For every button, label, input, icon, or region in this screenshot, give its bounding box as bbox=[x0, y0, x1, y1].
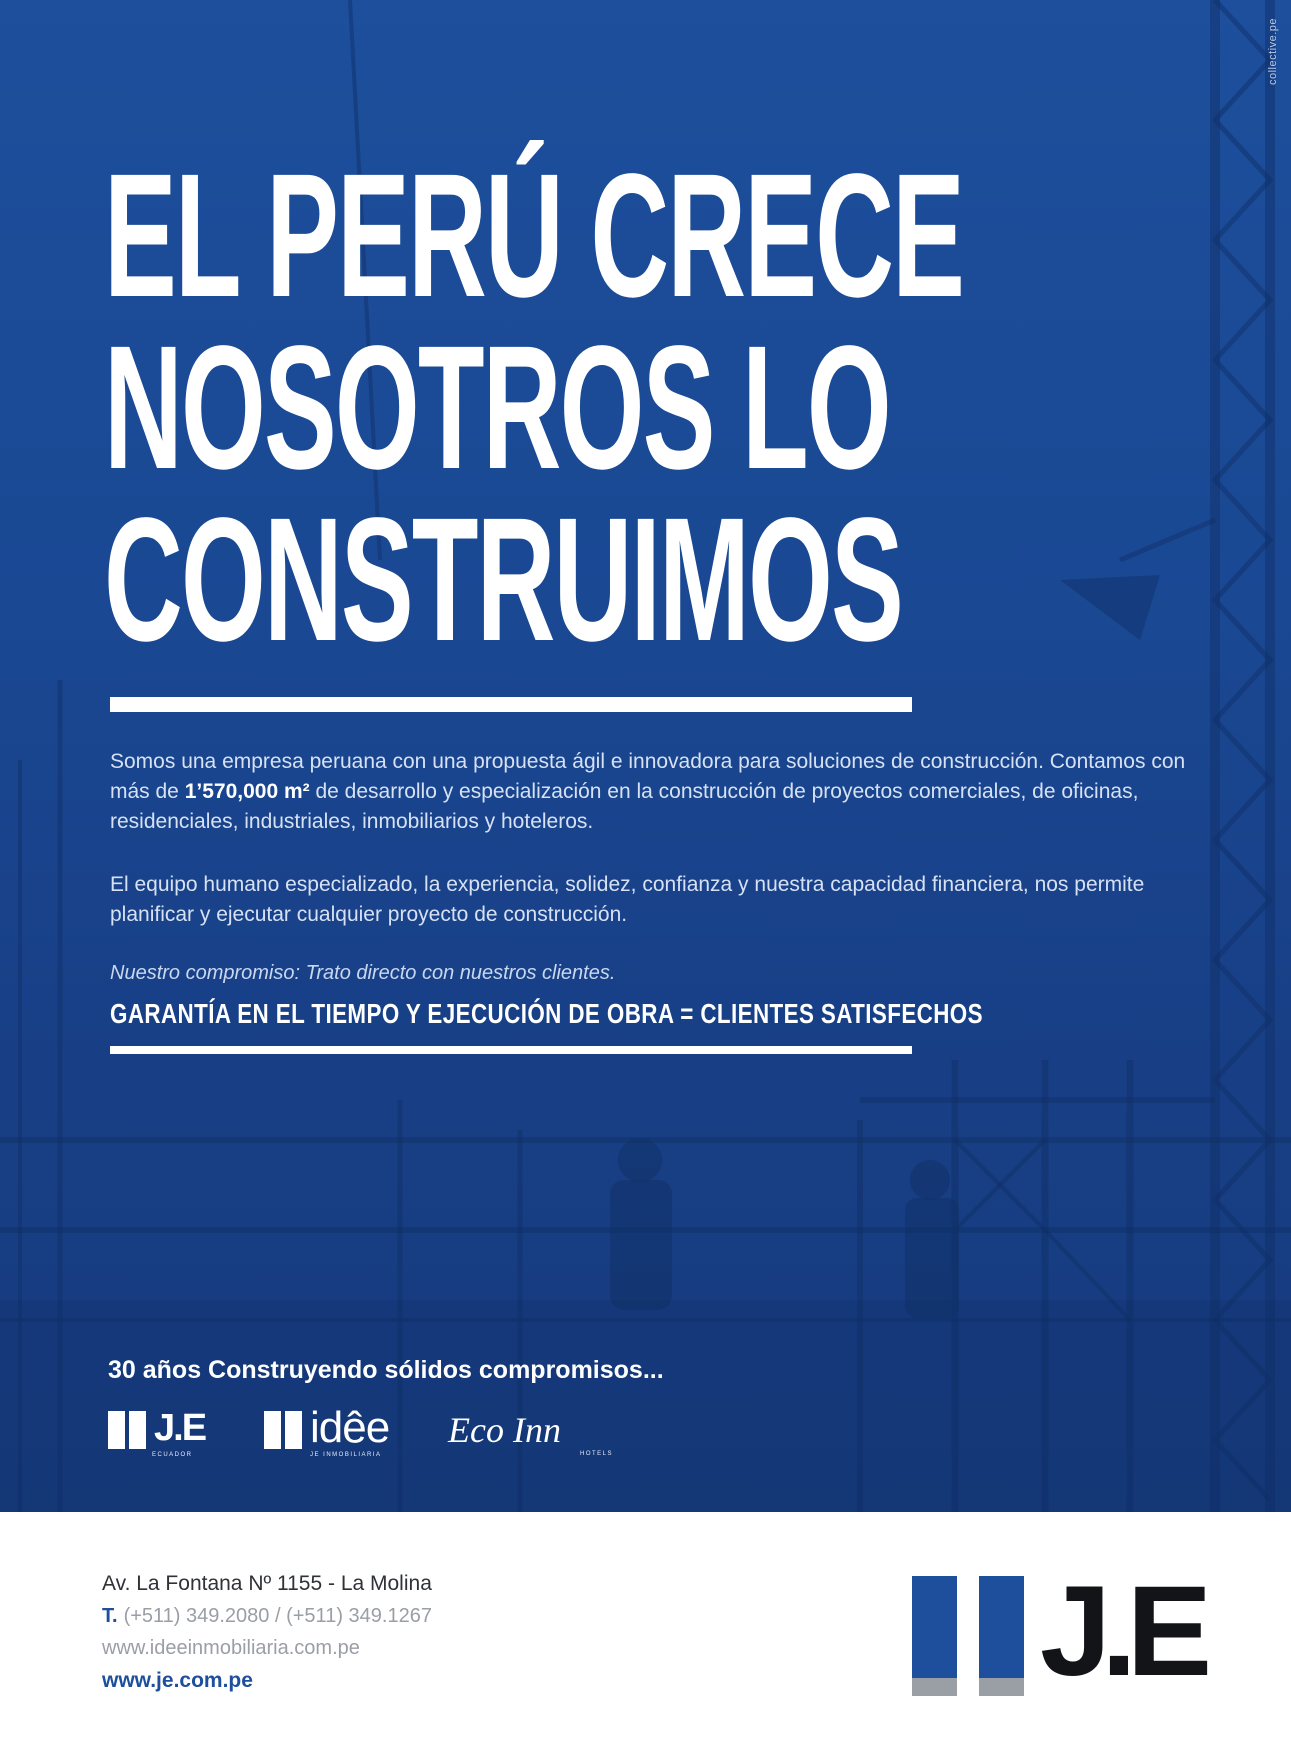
phone-prefix: T. bbox=[102, 1605, 118, 1627]
divider-bottom bbox=[110, 1046, 912, 1054]
photo-credit: collective.pe bbox=[1267, 18, 1279, 86]
guarantee-line: GARANTÍA EN EL TIEMPO Y EJECUCIÓN DE OBRA = CLIENTES SATISFECHOS bbox=[110, 998, 983, 1029]
je-logo-bar-icon bbox=[912, 1576, 957, 1696]
website-idee-link[interactable]: www.ideeinmobiliaria.com.pe bbox=[102, 1637, 360, 1659]
eco-inn-subtitle: HOTELS bbox=[580, 1451, 614, 1457]
headline-line-3: CONSTRUIMOS bbox=[104, 482, 902, 678]
phone-numbers[interactable]: (+511) 349.2080 / (+511) 349.1267 bbox=[123, 1605, 432, 1627]
divider-top bbox=[110, 697, 912, 712]
website-je-link[interactable]: www.je.com.pe bbox=[102, 1669, 253, 1692]
area-figure: 1’570,000 m² bbox=[184, 780, 310, 803]
idee-wordmark: idêe bbox=[310, 1403, 390, 1452]
commitment-line: Nuestro compromiso: Trato directo con nuestros clientes. bbox=[110, 962, 616, 984]
eco-inn-wordmark: Eco Inn bbox=[448, 1410, 561, 1450]
phone-line bbox=[102, 1605, 432, 1628]
je-ecuador-logo bbox=[108, 1405, 218, 1463]
address: Av. La Fontana Nº 1155 - La Molina bbox=[102, 1572, 432, 1595]
tagline: 30 años Construyendo sólidos compromisos... bbox=[108, 1356, 664, 1384]
brand-logos bbox=[108, 1405, 668, 1465]
je-main-logo bbox=[912, 1560, 1203, 1703]
je-main-wordmark: J.E bbox=[1040, 1560, 1203, 1703]
footer bbox=[0, 1512, 1291, 1763]
je-bars-icon bbox=[108, 1411, 146, 1449]
team-paragraph: El equipo humano especializado, la experiencia, solidez, confianza y nuestra capacidad financiera, nos permite planificar y ejecutar cualquier proyecto de construcción. bbox=[110, 873, 1145, 926]
eco-inn-logo bbox=[448, 1405, 638, 1463]
headline bbox=[104, 138, 964, 678]
je-ecuador-wordmark: J.E bbox=[154, 1407, 206, 1449]
intro-text-end: de desarrollo y especialización en la construcción de proyectos comerciales, de oficinas, residenciales, industriales, inmobiliarios y hoteleros. bbox=[110, 780, 1139, 833]
idee-bars-icon bbox=[264, 1411, 302, 1449]
headline-line-1: EL PERÚ CRECE bbox=[104, 138, 964, 334]
idee-subtitle: JE INMOBILIARIA bbox=[310, 1452, 382, 1458]
headline-line-2: NOSOTROS LO bbox=[104, 310, 890, 506]
intro-text-start: Somos una empresa peruana con una propuesta ágil e innovadora para soluciones de construcción. Contamos con más de bbox=[110, 750, 1186, 803]
je-ecuador-subtitle: ECUADOR bbox=[152, 1452, 193, 1458]
idee-logo bbox=[264, 1405, 414, 1463]
intro-paragraph bbox=[110, 747, 1200, 837]
je-logo-bar-icon bbox=[979, 1576, 1024, 1696]
